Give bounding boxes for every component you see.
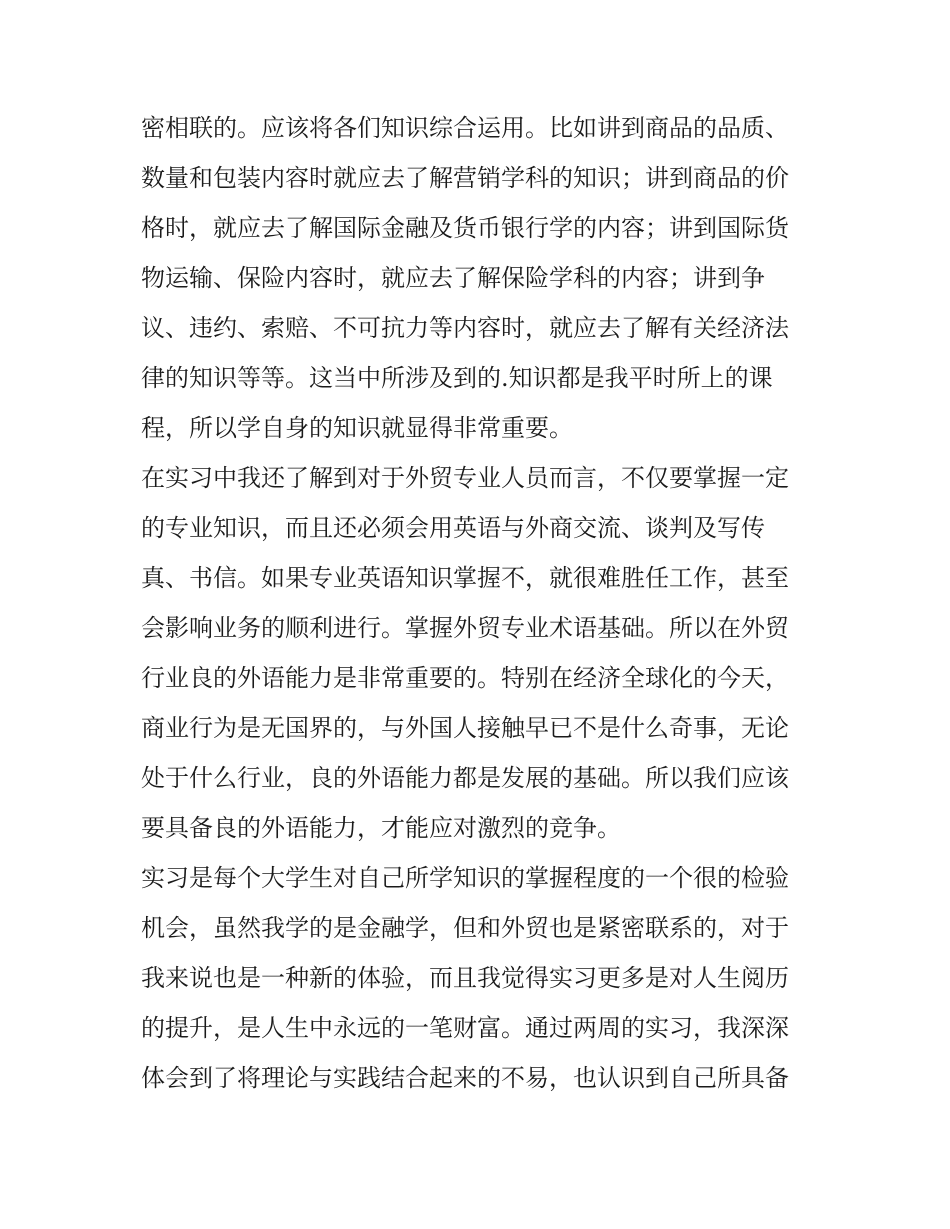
text-line: 在实习中我还了解到对于外贸专业人员而言，不仅要掌握一定 [141, 464, 789, 492]
text-line: 机会，虽然我学的是金融学，但和外贸也是紧密联系的，对于 [141, 914, 789, 942]
text-line: 数量和包装内容时就应去了解营销学科的知识；讲到商品的价 [141, 164, 789, 192]
text-line: 实习是每个大学生对自己所学知识的掌握程度的一个很的检验 [141, 864, 789, 892]
paragraph-1 [141, 103, 831, 453]
document-body [141, 103, 831, 1103]
paragraph-3 [141, 853, 831, 1103]
text-line: 格时，就应去了解国际金融及货币银行学的内容；讲到国际货 [141, 214, 789, 242]
text-line: 议、违约、索赔、不可抗力等内容时，就应去了解有关经济法 [141, 314, 789, 342]
text-line: 真、书信。如果专业英语知识掌握不，就很难胜任工作，甚至 [141, 564, 789, 592]
text-line: 会影响业务的顺利进行。掌握外贸专业术语基础。所以在外贸 [141, 614, 789, 642]
text-line: 商业行为是无国界的，与外国人接触早已不是什么奇事，无论 [141, 714, 789, 742]
text-line: 密相联的。应该将各们知识综合运用。比如讲到商品的品质、 [141, 114, 789, 142]
text-line: 要具备良的外语能力，才能应对激烈的竞争。 [141, 814, 621, 842]
text-line: 程，所以学自身的知识就显得非常重要。 [141, 414, 573, 442]
text-line: 的专业知识，而且还必须会用英语与外商交流、谈判及写传 [141, 514, 765, 542]
text-line: 我来说也是一种新的体验，而且我觉得实习更多是对人生阅历 [141, 964, 789, 992]
text-line: 处于什么行业，良的外语能力都是发展的基础。所以我们应该 [141, 764, 789, 792]
text-line: 行业良的外语能力是非常重要的。特别在经济全球化的今天， [141, 664, 789, 692]
text-line: 的提升，是人生中永远的一笔财富。通过两周的实习，我深深 [141, 1014, 789, 1042]
text-line: 物运输、保险内容时，就应去了解保险学科的内容；讲到争 [141, 264, 765, 292]
text-line: 律的知识等等。这当中所涉及到的.知识都是我平时所上的课 [141, 364, 773, 392]
paragraph-2 [141, 453, 831, 853]
text-line: 体会到了将理论与实践结合起来的不易，也认识到自己所具备 [141, 1064, 789, 1092]
